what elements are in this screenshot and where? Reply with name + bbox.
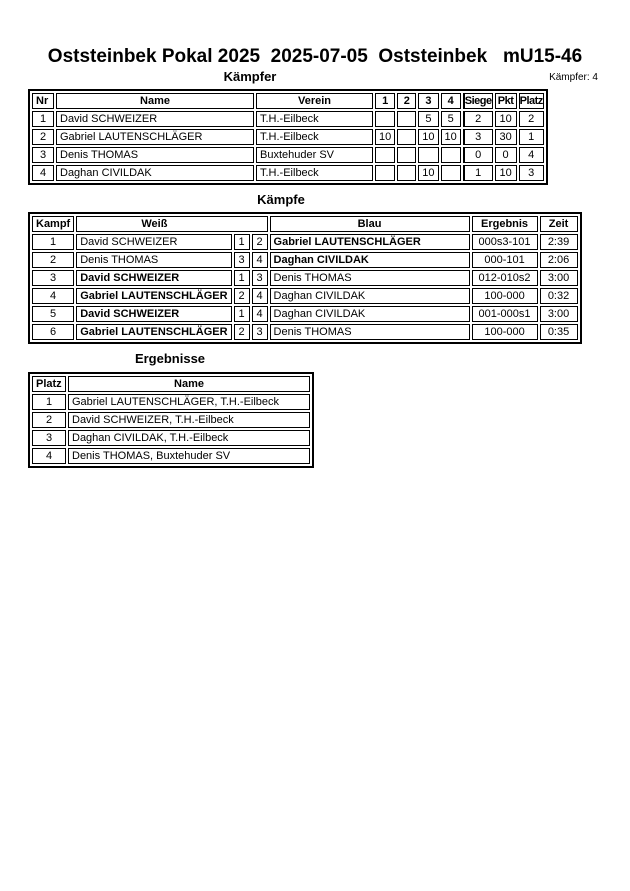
blau-nr-cell: 3 <box>252 270 268 286</box>
round-3-cell <box>418 147 438 163</box>
kampf-cell: 4 <box>32 288 74 304</box>
round-4-cell <box>441 165 461 181</box>
siege-cell: 0 <box>463 147 493 163</box>
round-2-cell <box>397 129 416 145</box>
kaempfer-col-verein: Verein <box>256 93 373 109</box>
blau-name-cell: Daghan CIVILDAK <box>270 288 470 304</box>
weiss-name-cell: David SCHWEIZER <box>76 306 231 322</box>
round-2-cell <box>397 147 416 163</box>
kaempfe-col-blau: Blau <box>270 216 470 232</box>
table-row <box>32 270 578 286</box>
blau-name-cell: Denis THOMAS <box>270 324 470 340</box>
ergebnisse-table <box>28 372 314 468</box>
kaempfer-header-row <box>32 93 544 109</box>
kaempfe-col-kampf: Kampf <box>32 216 74 232</box>
nr-cell: 1 <box>32 111 54 127</box>
name-cell: Gabriel LAUTENSCHLÄGER <box>56 129 254 145</box>
table-row <box>32 165 544 181</box>
round-3-cell: 10 <box>418 129 438 145</box>
kaempfe-col-zeit: Zeit <box>540 216 578 232</box>
kaempfe-col-weiss: Weiß <box>76 216 267 232</box>
nr-cell: 2 <box>32 129 54 145</box>
kampf-cell: 3 <box>32 270 74 286</box>
pkt-cell: 10 <box>495 111 517 127</box>
blau-nr-cell: 4 <box>252 288 268 304</box>
weiss-name-cell: David SCHWEIZER <box>76 234 231 250</box>
zeit-cell: 2:06 <box>540 252 578 268</box>
round-1-cell: 10 <box>375 129 395 145</box>
platz-cell: 1 <box>32 394 66 410</box>
kaempfe-heading: Kämpfe <box>257 192 305 207</box>
blau-nr-cell: 4 <box>252 252 268 268</box>
round-2-cell <box>397 165 416 181</box>
ergebnisse-col-platz: Platz <box>32 376 66 392</box>
ergebnisse-col-name: Name <box>68 376 310 392</box>
ergebnis-cell: 100-000 <box>472 324 538 340</box>
blau-nr-cell: 3 <box>252 324 268 340</box>
name-cell: Gabriel LAUTENSCHLÄGER, T.H.-Eilbeck <box>68 394 310 410</box>
kaempfe-table <box>28 212 582 344</box>
round-3-cell: 10 <box>418 165 438 181</box>
kaempfer-col-name: Name <box>56 93 254 109</box>
ergebnis-cell: 000s3-101 <box>472 234 538 250</box>
verein-cell: T.H.-Eilbeck <box>256 111 373 127</box>
blau-nr-cell: 2 <box>252 234 268 250</box>
name-cell: Denis THOMAS <box>56 147 254 163</box>
name-cell: Denis THOMAS, Buxtehuder SV <box>68 448 310 464</box>
kaempfer-heading: Kämpfer <box>223 69 277 84</box>
round-4-cell <box>441 147 461 163</box>
zeit-cell: 2:39 <box>540 234 578 250</box>
siege-cell: 2 <box>463 111 493 127</box>
ergebnis-cell: 100-000 <box>472 288 538 304</box>
table-row <box>32 129 544 145</box>
table-row <box>32 306 578 322</box>
table-row <box>32 394 310 410</box>
name-cell: Daghan CIVILDAK <box>56 165 254 181</box>
ergebnisse-heading: Ergebnisse <box>134 351 206 366</box>
blau-name-cell: Denis THOMAS <box>270 270 470 286</box>
weiss-nr-cell: 1 <box>234 306 250 322</box>
kaempfer-col-siege: Siege <box>463 93 493 109</box>
weiss-name-cell: David SCHWEIZER <box>76 270 231 286</box>
round-1-cell <box>375 111 395 127</box>
verein-cell: T.H.-Eilbeck <box>256 165 373 181</box>
table-row <box>32 324 578 340</box>
weiss-name-cell: Gabriel LAUTENSCHLÄGER <box>76 324 231 340</box>
kaempfer-col-round-2: 2 <box>397 93 416 109</box>
table-row <box>32 448 310 464</box>
table-row <box>32 252 578 268</box>
zeit-cell: 3:00 <box>540 306 578 322</box>
page-title: Oststeinbek Pokal 2025 2025-07-05 Oststeinbek mU15-46 <box>47 46 583 67</box>
zeit-cell: 3:00 <box>540 270 578 286</box>
blau-name-cell: Daghan CIVILDAK <box>270 252 470 268</box>
round-2-cell <box>397 111 416 127</box>
round-1-cell <box>375 147 395 163</box>
table-row <box>32 430 310 446</box>
platz-cell: 1 <box>519 129 544 145</box>
zeit-cell: 0:32 <box>540 288 578 304</box>
platz-cell: 3 <box>519 165 544 181</box>
pkt-cell: 10 <box>495 165 517 181</box>
ergebnisse-header-row <box>32 376 310 392</box>
platz-cell: 4 <box>32 448 66 464</box>
ergebnis-cell: 000-101 <box>472 252 538 268</box>
kaempfer-col-round-1: 1 <box>375 93 395 109</box>
platz-cell: 3 <box>32 430 66 446</box>
siege-cell: 3 <box>463 129 493 145</box>
round-3-cell: 5 <box>418 111 438 127</box>
fighter-count-label: Kämpfer: 4 <box>549 72 598 83</box>
kaempfer-col-nr: Nr <box>32 93 54 109</box>
kaempfer-table <box>28 89 548 185</box>
kaempfer-col-platz: Platz <box>519 93 544 109</box>
name-cell: David SCHWEIZER <box>56 111 254 127</box>
kampf-cell: 6 <box>32 324 74 340</box>
ergebnis-cell: 012-010s2 <box>472 270 538 286</box>
kaempfe-col-ergebnis: Ergebnis <box>472 216 538 232</box>
name-cell: Daghan CIVILDAK, T.H.-Eilbeck <box>68 430 310 446</box>
siege-cell: 1 <box>463 165 493 181</box>
weiss-nr-cell: 1 <box>234 270 250 286</box>
kampf-cell: 5 <box>32 306 74 322</box>
platz-cell: 2 <box>519 111 544 127</box>
pkt-cell: 30 <box>495 129 517 145</box>
kampf-cell: 1 <box>32 234 74 250</box>
kampf-cell: 2 <box>32 252 74 268</box>
kaempfer-col-round-4: 4 <box>441 93 461 109</box>
table-row <box>32 147 544 163</box>
kaempfer-col-round-3: 3 <box>418 93 438 109</box>
weiss-name-cell: Denis THOMAS <box>76 252 231 268</box>
ergebnis-cell: 001-000s1 <box>472 306 538 322</box>
blau-name-cell: Daghan CIVILDAK <box>270 306 470 322</box>
weiss-name-cell: Gabriel LAUTENSCHLÄGER <box>76 288 231 304</box>
table-row <box>32 412 310 428</box>
kaempfe-header-row <box>32 216 578 232</box>
round-1-cell <box>375 165 395 181</box>
verein-cell: Buxtehuder SV <box>256 147 373 163</box>
blau-nr-cell: 4 <box>252 306 268 322</box>
pkt-cell: 0 <box>495 147 517 163</box>
weiss-nr-cell: 2 <box>234 288 250 304</box>
nr-cell: 4 <box>32 165 54 181</box>
verein-cell: T.H.-Eilbeck <box>256 129 373 145</box>
zeit-cell: 0:35 <box>540 324 578 340</box>
platz-cell: 2 <box>32 412 66 428</box>
table-row <box>32 111 544 127</box>
name-cell: David SCHWEIZER, T.H.-Eilbeck <box>68 412 310 428</box>
weiss-nr-cell: 3 <box>234 252 250 268</box>
table-row <box>32 234 578 250</box>
round-4-cell: 5 <box>441 111 461 127</box>
nr-cell: 3 <box>32 147 54 163</box>
blau-name-cell: Gabriel LAUTENSCHLÄGER <box>270 234 470 250</box>
weiss-nr-cell: 2 <box>234 324 250 340</box>
platz-cell: 4 <box>519 147 544 163</box>
round-4-cell: 10 <box>441 129 461 145</box>
kaempfer-col-pkt: Pkt <box>495 93 517 109</box>
weiss-nr-cell: 1 <box>234 234 250 250</box>
table-row <box>32 288 578 304</box>
